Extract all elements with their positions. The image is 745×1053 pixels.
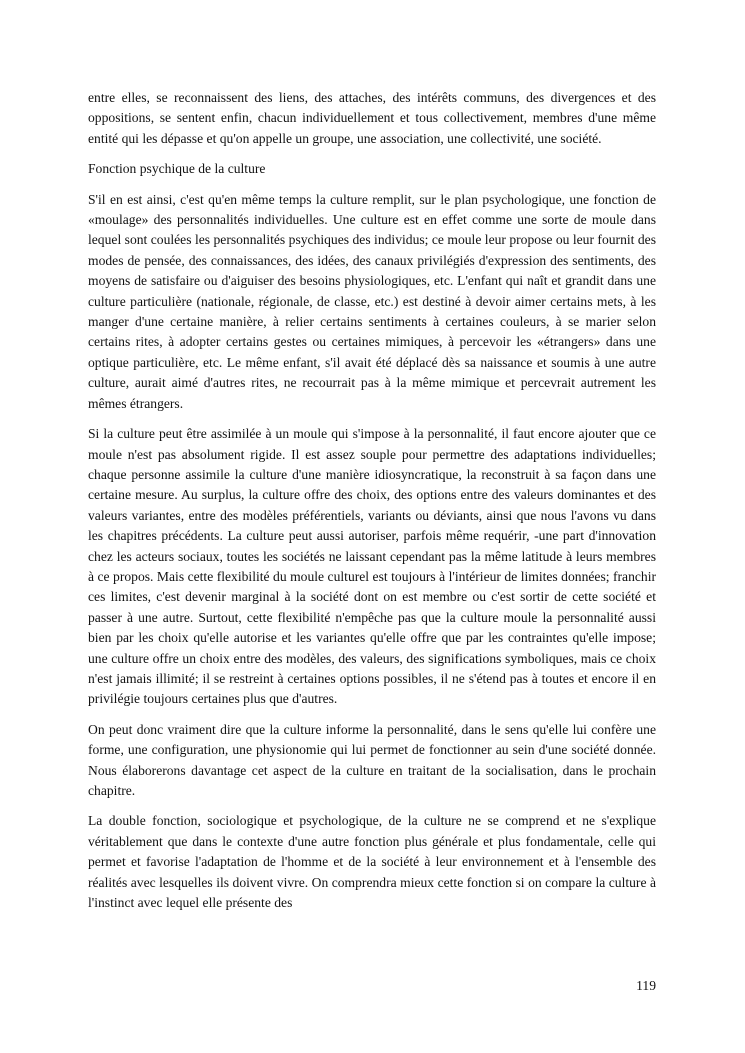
paragraph: Si la culture peut être assimilée à un moule qui s'impose à la personnalité, il faut encore ajouter que ce moule n'est pas absolument rigide. Il est assez souple pour permettre des adaptations individuelles; chaque personne assimile la culture d'une manière idiosyncratique, la reconstruit à sa façon dans une certaine mesure. Au surplus, la culture offre des choix, des options entre des valeurs dominantes et des valeurs variantes, entre des modèles préférentiels, variants ou déviants, ainsi que nous l'avons vu dans les chapitres précédents. La culture peut aussi autoriser, parfois même requérir, -une part d'innovation chez les acteurs sociaux, toutes les sociétés ne laissant cependant pas la même latitude à leurs membres à ce propos. Mais cette flexibilité du moule culturel est toujours à l'intérieur de limites données; franchir ces limites, c'est devenir marginal à la société dont on est membre ou c'est sortir de cette société et passer à une autre. Surtout, cette flexibilité n'empêche pas que la culture moule la personnalité aussi bien par les choix qu'elle autorise et les variantes qu'elle offre que par les contraintes qu'elle impose; une culture offre un choix entre des modèles, des valeurs, des significations symboliques, mais ce choix n'est jamais illimité; il se restreint à certaines options possibles, il ne s'étend pas à toutes et encore il en privilégie toujours certaines plus que d'autres. [88, 426, 656, 707]
page-number: 119 [636, 978, 656, 993]
section-heading: Fonction psychique de la culture [88, 161, 266, 177]
paragraph: On peut donc vraiment dire que la culture informe la personnalité, dans le sens qu'elle lui confère une forme, une configuration, une physionomie qui lui permet de fonctionner au sein d'une société donnée. Nous élaborerons davantage cet aspect de la culture en traitant de la socialisation, dans le prochain chapitre. [88, 721, 656, 798]
paragraph: S'il en est ainsi, c'est qu'en même temps la culture remplit, sur le plan psychologique, une fonction de «moulage» des personnalités individuelles. Une culture est en effet comme une sorte de moule dans lequel sont coulées les personnalités psychiques des individus; ce moule leur propose ou leur fournit des modes de pensée, des connaissances, des idées, des canaux privilégiés d'expression des sentiments, des moyens de satisfaire ou d'aiguiser des besoins physiologiques, etc. L'enfant qui naît et grandit dans une culture particulière (nationale, régionale, de classe, etc.) est destiné à devoir aimer certains mets, à les manger d'une certaine manière, à relier certains sentiments à certaines couleurs, à se marier selon certains rites, à adopter certains gestes ou certaines mimiques, à percevoir les «étrangers» dans une optique particulière, etc. Le même enfant, s'il avait été déplacé dès sa naissance et soumis à une autre culture, aurait aimé d'autres rites, ne recourrait pas à la même mimique et percevrait autrement les mêmes étrangers. [88, 191, 656, 411]
paragraph: La double fonction, sociologique et psychologique, de la culture ne se comprend et ne s'explique véritablement que dans le contexte d'une autre fonction plus générale et plus fondamentale, celle qui permet et favorise l'adaptation de l'homme et de la société à leur environnement et à l'ensemble des réalités avec lesquelles ils doivent vivre. On comprendra mieux cette fonction si on compare la culture à l'instinct avec lequel elle présente des [88, 813, 656, 911]
paragraph: entre elles, se reconnaissent des liens, des attaches, des intérêts communs, des divergences et des oppositions, se sentent enfin, chacun individuellement et tous collectivement, membres d'une même entité qui les dépasse et qu'on appelle un groupe, une association, une collectivité, une société. [88, 90, 656, 146]
document-page [88, 88, 656, 923]
